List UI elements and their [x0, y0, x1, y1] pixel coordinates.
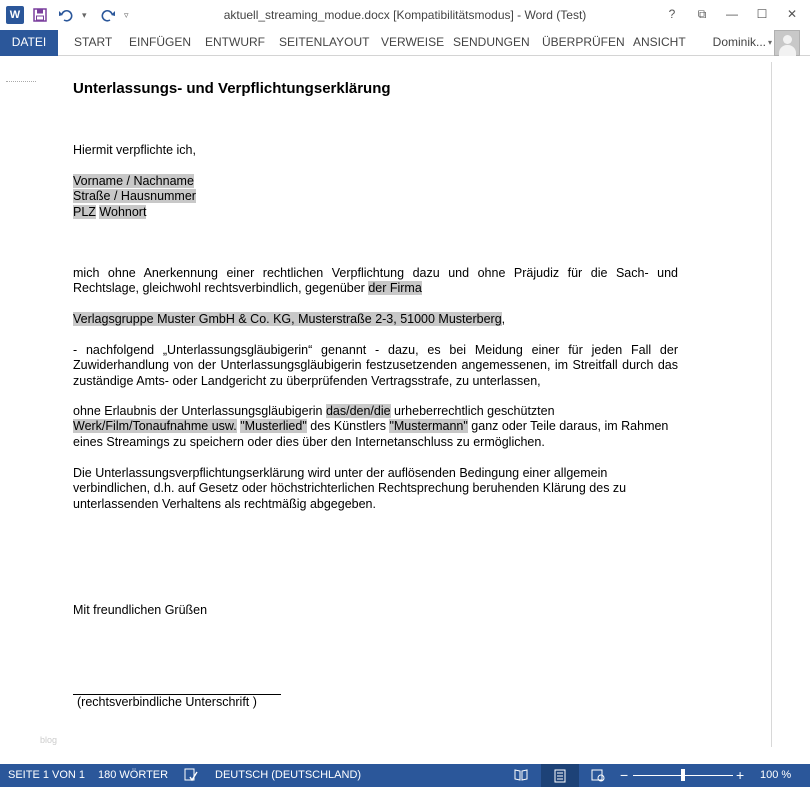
paragraph-3-b: urheberrechtlich geschützten — [390, 404, 555, 418]
plz-placeholder: PLZ — [73, 204, 96, 219]
vertical-scrollbar[interactable] — [772, 57, 810, 764]
avatar-head — [783, 35, 792, 44]
quick-access-toolbar — [6, 4, 134, 26]
redo-icon[interactable] — [98, 5, 118, 25]
customize-qat-icon[interactable]: ▿ — [124, 9, 129, 20]
tab-start[interactable]: START — [74, 35, 113, 49]
avatar[interactable] — [774, 30, 800, 56]
tab-entwurf[interactable]: ENTWURF — [205, 35, 265, 49]
web-layout-icon[interactable] — [590, 767, 606, 783]
paragraph-2: - nachfolgend „Unterlassungsgläubigerin“ genannt - dazu, es bei Meidung einer für jeden Fall der Zuwiderhandlung von der Unterlassungsgläubigerin festzusetzenden angemessenen, im Streitfall durch das zuständige Amts- oder Landgericht zu überprüfenden Vertragsstrafe, zu unterlassen, — [73, 343, 678, 388]
zoom-slider-thumb[interactable] — [681, 769, 685, 781]
work-type-placeholder: Werk/Film/Tonaufnahme usw. — [73, 419, 237, 434]
company-placeholder: Verlagsgruppe Muster GmbH & Co. KG, Musterstraße 2-3, 51000 Musterberg — [73, 312, 502, 326]
artist-placeholder: "Mustermann" — [389, 419, 468, 434]
paragraph-1 — [73, 266, 678, 297]
zoom-level[interactable]: 100 % — [760, 769, 792, 781]
tab-datei[interactable]: DATEI — [0, 30, 58, 56]
document-page[interactable] — [0, 57, 771, 747]
close-icon[interactable]: ✕ — [786, 7, 798, 21]
help-button[interactable]: ? — [668, 7, 676, 21]
tab-seitenlayout[interactable]: SEITENLAYOUT — [279, 35, 370, 49]
paragraph-3-d: des Künstlers — [306, 419, 390, 434]
tab-sendungen[interactable]: SENDUNGEN — [453, 35, 530, 49]
word-logo-icon[interactable]: W — [6, 6, 24, 24]
ribbon-tabs — [0, 30, 810, 56]
word-count[interactable]: 180 WÖRTER — [98, 769, 169, 781]
undo-dropdown-icon[interactable]: ▾ — [82, 9, 87, 20]
print-layout-icon[interactable] — [541, 764, 579, 787]
intro-text: Hiermit verpflichte ich, — [73, 143, 196, 157]
city-placeholder: Wohnort — [99, 204, 147, 219]
company-line — [73, 312, 505, 327]
address-block — [73, 174, 196, 220]
tab-ansicht[interactable]: ANSICHT — [633, 35, 686, 49]
user-dropdown-icon[interactable]: ▾ — [767, 38, 772, 47]
tab-ueberpruefen[interactable]: ÜBERPRÜFEN — [542, 35, 625, 49]
signature-label: (rechtsverbindliche Unterschrift ) — [77, 695, 257, 709]
user-name[interactable]: Dominik... — [712, 35, 766, 49]
maximize-icon[interactable]: ☐ — [756, 7, 768, 21]
watermark-text: blog — [40, 735, 58, 745]
language-indicator[interactable]: DEUTSCH (DEUTSCHLAND) — [215, 769, 362, 781]
window-controls — [658, 3, 806, 25]
margin-marker — [6, 81, 36, 82]
minimize-icon[interactable]: — — [726, 7, 738, 21]
paragraph-3 — [73, 404, 678, 450]
avatar-body — [779, 45, 796, 56]
tab-verweise[interactable]: VERWEISE — [381, 35, 445, 49]
article-placeholder: das/den/die — [325, 404, 391, 418]
page-count[interactable]: SEITE 1 VON 1 — [8, 769, 86, 781]
name-placeholder: Vorname / Nachname — [73, 174, 194, 188]
paragraph-3-e: ganz oder Teile daraus, im Rahmen eines Streamings zu speichern oder dies über den Internetanschluss zu ermöglichen. — [73, 419, 669, 449]
zoom-in-button[interactable]: + — [736, 767, 745, 783]
street-placeholder: Straße / Hausnummer — [73, 189, 196, 204]
document-heading: Unterlassungs- und Verpflichtungserklärung — [73, 80, 391, 97]
zoom-out-button[interactable]: − — [620, 767, 629, 783]
closing-text: Mit freundlichen Grüßen — [73, 603, 208, 617]
company-suffix: , — [501, 312, 506, 326]
document-area — [0, 57, 810, 764]
song-placeholder: "Musterlied" — [240, 419, 307, 434]
proofing-icon[interactable] — [183, 767, 199, 783]
status-bar — [0, 764, 810, 787]
paragraph-1-text: mich ohne Anerkennung einer rechtlichen Verpflichtung dazu und ohne Präjudiz für die Sach- und Rechtslage, gleichwohl rechtsverbindlich, gegenüber — [73, 266, 678, 296]
read-mode-icon[interactable] — [513, 767, 529, 783]
firma-placeholder: der Firma — [368, 281, 422, 296]
paragraph-3-a: ohne Erlaubnis der Unterlassungsgläubigerin — [73, 404, 326, 418]
tab-einfuegen[interactable]: EINFÜGEN — [129, 35, 192, 49]
ribbon-display-options-icon[interactable]: ⧉ — [697, 6, 707, 21]
undo-icon[interactable] — [56, 5, 76, 25]
window-title: aktuell_streaming_modue.docx [Kompatibilitätsmodus] - Word (Test) — [223, 8, 587, 22]
save-icon[interactable] — [30, 5, 50, 25]
title-bar — [0, 0, 810, 30]
paragraph-4: Die Unterlassungsverpflichtungserklärung wird unter der auflösenden Bedingung einer allgemein verbindlichen, d.h. auf Gesetz oder höchstrichterlichen Rechtsprechung beruhenden Klärung des zu unterlassenden Verhaltens als rechtmäßig abgegeben. — [73, 466, 627, 511]
